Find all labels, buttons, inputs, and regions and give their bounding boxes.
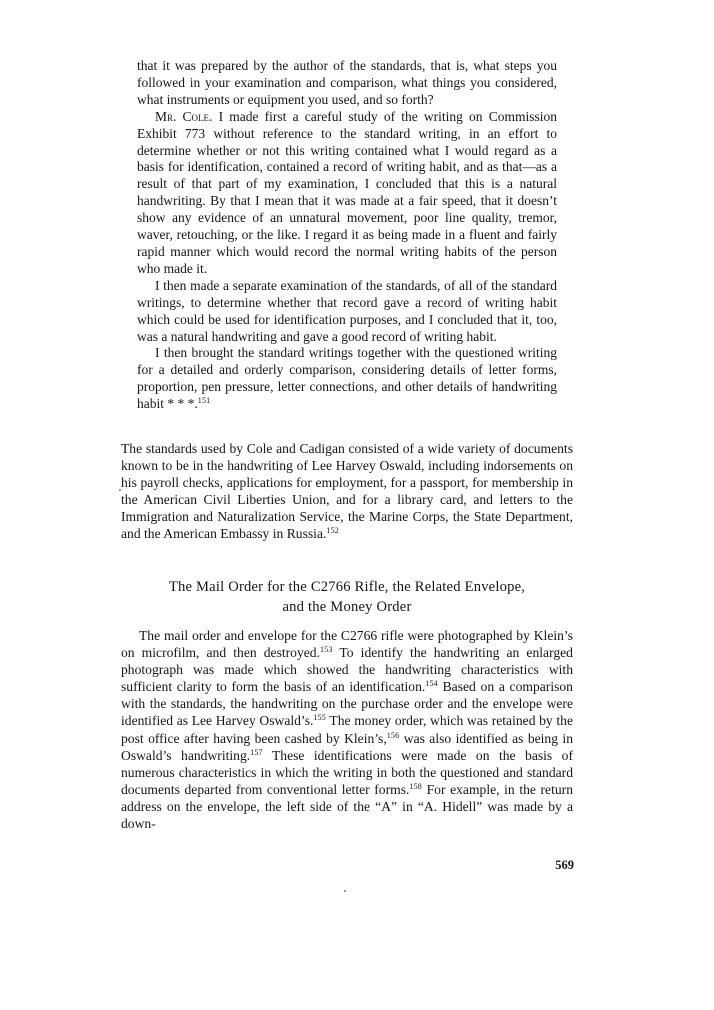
sentence: These identifications were made on the basis of numerous characteristics in which the writing in both the questioned and standard documents departed from conventional letter forms. bbox=[121, 747, 573, 797]
page-number: 569 bbox=[555, 858, 574, 872]
answer-paragraph bbox=[137, 109, 557, 278]
footnote-ref: 153 bbox=[319, 645, 333, 655]
footnote-ref: 157 bbox=[250, 747, 263, 757]
sentence: The mail order and envelope for the C2766 rifle were photographed by Klein’s on microfilm, and then destroyed. bbox=[121, 628, 573, 661]
sentence: To identify the handwriting an enlarged photograph was made which showed the handwriting characteristics with sufficient clarity to form the basis of an identification. bbox=[121, 645, 573, 695]
footnote-ref: 158 bbox=[409, 781, 422, 791]
scan-speck bbox=[344, 890, 346, 892]
sentence: was also identified as being in Oswald’s handwriting. bbox=[121, 730, 573, 763]
footnote-ref: 155 bbox=[313, 713, 327, 723]
ellipsis: * * *. bbox=[164, 396, 198, 412]
answer-paragraph: I then made a separate examination of the standards, of all of the standard writings, to determine whether that record gave a record of writing habit which could be used for identification purposes, and I concluded that it, too, was a natural handwriting and gave a good record of writing habit. bbox=[137, 277, 557, 344]
sentence: The money order, which was retained by the post office after having been cashed by Klein’s, bbox=[121, 713, 573, 746]
speaker-label: Mr. Cole. bbox=[155, 108, 213, 124]
standards-paragraph bbox=[121, 440, 573, 543]
section-heading bbox=[121, 578, 573, 617]
sentence: Based on a comparison with the standards, the handwriting on the purchase order and the envelope were identified as Lee Harvey Oswald’s. bbox=[121, 679, 573, 729]
mail-order-paragraph bbox=[121, 627, 573, 832]
heading-line: and the Money Order bbox=[282, 598, 412, 615]
footnote-ref: 154 bbox=[425, 679, 438, 689]
footnote-ref: 152 bbox=[326, 526, 339, 536]
sentence: For example, in the return address on the envelope, the left side of the “A” in “A. Hidell” was made by a down- bbox=[121, 781, 573, 832]
answer-paragraph bbox=[137, 345, 557, 413]
answer-text: I made first a careful study of the writing on Commission Exhibit 773 without reference to the standard writing, in an effort to determine whether or not this writing contained what I would regard as a basis for identification, contained a record of writing habit, and as that—as a result of that part of my examination, I concluded that this is a natural handwriting. By that I mean that it was made at a fair speed, that it doesn’t show any evidence of an unnatural movement, poor line quality, tremor, waver, retouching, or the like. I regard it as being made in a fluent and fairly rapid manner which would record the normal writing habits of the person who made it. bbox=[137, 108, 557, 276]
answer-text: I then brought the standard writings together with the questioned writing for a detailed and orderly comparison, considering details of letter forms, proportion, pen pressure, letter connections, and other details of handwriting habit bbox=[137, 345, 557, 412]
paragraph-text: The standards used by Cole and Cadigan consisted of a wide variety of documents known to be in the handwriting of Lee Harvey Oswald, including indorsements on his payroll checks, applications for employment, for a passport, for membership in the American Civil Liberties Union, and for a library card, and letters to the Immigration and Naturalization Service, the Marine Corps, the State Department, and the American Embassy in Russia. bbox=[121, 441, 573, 542]
heading-line: The Mail Order for the C2766 Rifle, the Related Envelope, bbox=[168, 579, 526, 595]
question-paragraph: that it was prepared by the author of the standards, that is, what steps you followed in your examination and comparison, what things you considered, what instruments or equipment you used, and so forth? bbox=[137, 58, 557, 107]
scan-speck bbox=[119, 489, 121, 491]
footnote-ref: 156 bbox=[386, 730, 400, 740]
footnote-ref: 151 bbox=[197, 396, 211, 406]
testimony-excerpt bbox=[137, 58, 557, 413]
